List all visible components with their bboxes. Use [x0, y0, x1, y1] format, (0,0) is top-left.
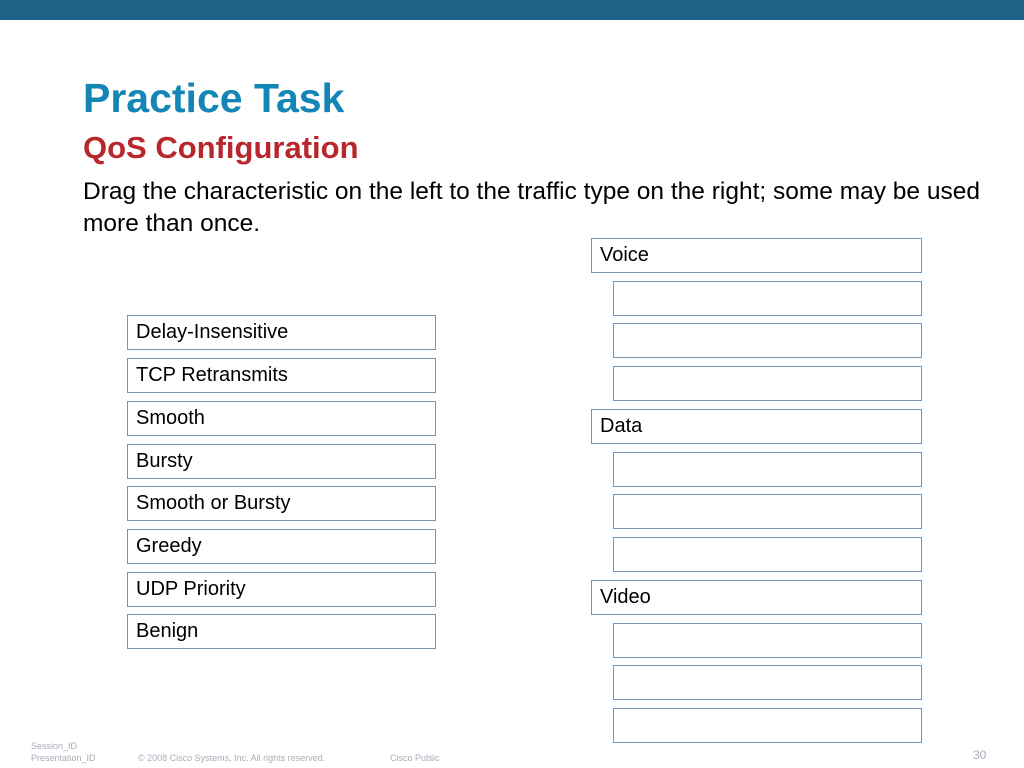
characteristic-smooth-or-bursty[interactable]: Smooth or Bursty [127, 486, 436, 521]
traffic-type-data: Data [591, 409, 922, 444]
characteristic-delay-insensitive[interactable]: Delay-Insensitive [127, 315, 436, 350]
footer-copyright: © 2008 Cisco Systems, Inc. All rights reserved. [138, 753, 326, 763]
traffic-type-video: Video [591, 580, 922, 615]
traffic-type-voice: Voice [591, 238, 922, 273]
footer-session-id: Session_ID [31, 741, 78, 751]
page-number: 30 [973, 748, 987, 762]
video-drop-slot-2[interactable] [613, 665, 922, 700]
top-banner [0, 0, 1024, 20]
data-drop-slot-1[interactable] [613, 452, 922, 487]
voice-drop-slot-3[interactable] [613, 366, 922, 401]
video-drop-slot-3[interactable] [613, 708, 922, 743]
video-drop-slot-1[interactable] [613, 623, 922, 658]
data-drop-slot-2[interactable] [613, 494, 922, 529]
data-drop-slot-3[interactable] [613, 537, 922, 572]
footer-classification: Cisco Public [390, 753, 440, 763]
characteristic-smooth[interactable]: Smooth [127, 401, 436, 436]
footer-presentation-id: Presentation_ID [31, 753, 96, 763]
characteristic-udp-priority[interactable]: UDP Priority [127, 572, 436, 607]
voice-drop-slot-1[interactable] [613, 281, 922, 316]
voice-drop-slot-2[interactable] [613, 323, 922, 358]
characteristic-benign[interactable]: Benign [127, 614, 436, 649]
characteristic-greedy[interactable]: Greedy [127, 529, 436, 564]
characteristic-tcp-retransmits[interactable]: TCP Retransmits [127, 358, 436, 393]
instructions-text: Drag the characteristic on the left to the traffic type on the right; some may be used more than once. [83, 178, 980, 237]
slide-title: Practice Task [83, 75, 345, 121]
characteristic-bursty[interactable]: Bursty [127, 444, 436, 479]
slide-subtitle: QoS Configuration [83, 130, 359, 165]
